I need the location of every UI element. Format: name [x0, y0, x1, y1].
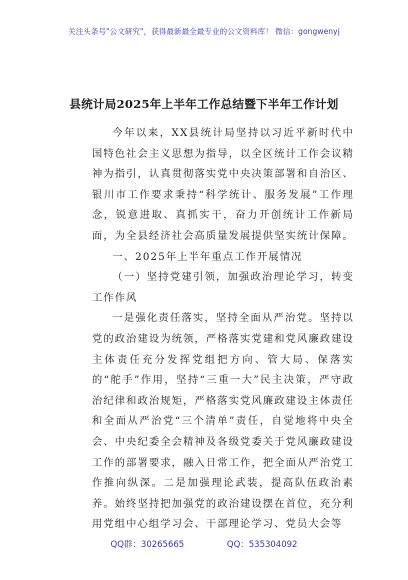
footer-contact	[0, 538, 408, 550]
paragraph-body: 一是强化责任落实，坚持全面从严治党。坚持以党的政治建设为统领，严格落实党建和党风廉政建设主体责任充分发挥党组把方向、管大局、保落实的“舵手”作用，坚持“三重一大”民主决策，严守政治纪律和政治规矩，严格落实党风廉政建设主体责任和全面从严治党“三个清单”责任，自觉地将中央全会、中央纪委全会精神及各级党委关于党风廉政建设工作的部署要求，融入日常工作，把全面从严治党工作推向纵深。二是加强理论武装，提高队伍政治素养。始终坚持把加强党的政治建设摆在首位，充分利用党组中心组学习会、干部理论学习、党员大会等	[92, 313, 354, 531]
promo-banner: 关注头条号"公文研究"，获得最新最全最专业的公文资料库！ 微信：gongwenyj	[68, 27, 340, 36]
paragraph-intro: 今年以来，XX县统计局坚持以习近平新时代中国特色社会主义思想为指导，以全区统计工作会议精神为指引，认真贯彻落实党中央决策部署和自治区、银川市工作要求秉持“科学统计、服务发展”工作理念，锐意进取、真抓实干，奋力开创统计工作新局面，为全县经济社会高质量发展提供坚实统计保障。	[92, 128, 354, 242]
document-body	[92, 124, 354, 536]
subsection-heading: （一）坚持党建引领，加强政治理论学习，转变工作作风	[92, 272, 354, 304]
document-title: 县统计局2025年上半年工作总结暨下半年工作计划	[69, 97, 339, 111]
qq-group-text: QQ群：30265665	[110, 540, 185, 550]
qq-number-text: QQ：535304092	[226, 540, 298, 550]
section-heading: 一、2025年上半年重点工作开展情况	[112, 251, 303, 263]
